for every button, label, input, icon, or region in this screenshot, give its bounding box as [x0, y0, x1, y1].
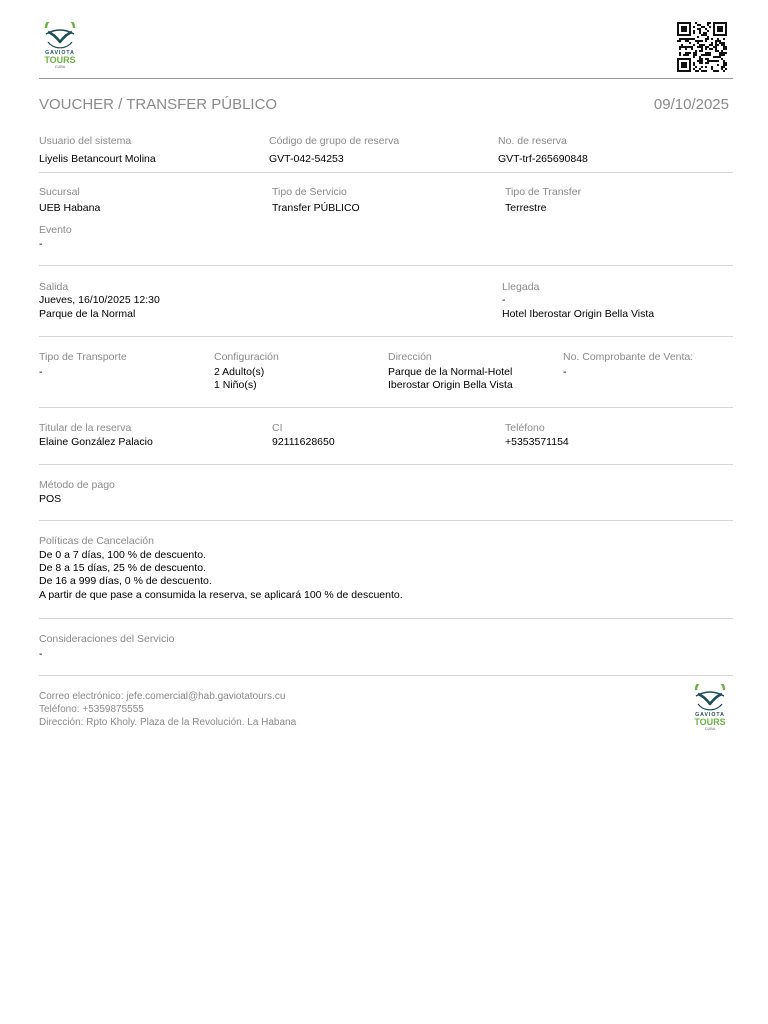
gaviota-bird-icon	[38, 22, 82, 50]
direccion-line2: Iberostar Origin Bella Vista	[388, 379, 513, 391]
codigo-grupo-label: Código de grupo de reserva	[269, 135, 400, 147]
consideraciones-label: Consideraciones del Servicio	[39, 633, 175, 645]
direccion-label: Dirección	[388, 351, 432, 363]
salida-label: Salida	[39, 281, 69, 293]
metodo-pago-label: Método de pago	[39, 479, 115, 491]
tipo-transfer-label: Tipo de Transfer	[505, 186, 582, 198]
voucher-date: 09/10/2025	[653, 96, 729, 113]
configuracion-ninos: 1 Niño(s)	[214, 379, 257, 391]
salida-place: Parque de la Normal	[39, 308, 136, 320]
metodo-pago-value: POS	[39, 493, 62, 505]
no-reserva-value: GVT-trf-265690848	[498, 153, 588, 165]
titular-label: Titular de la reserva	[39, 422, 132, 434]
comprobante-value: -	[563, 366, 567, 378]
tipo-servicio-value: Transfer PÚBLICO	[272, 202, 360, 214]
logo-text-top: GAVIOTA	[695, 712, 725, 718]
gaviota-bird-icon	[688, 684, 732, 712]
comprobante-label: No. Comprobante de Venta:	[563, 351, 694, 363]
footer-correo: Correo electrónico: jefe.comercial@hab.gaviotatours.cu	[39, 691, 286, 702]
usuario-value: Liyelis Betancourt Molina	[39, 153, 156, 165]
sucursal-value: UEB Habana	[39, 202, 101, 214]
telefono-label: Teléfono	[505, 422, 545, 434]
gaviota-logo-top	[38, 22, 82, 74]
qr-code	[677, 22, 727, 72]
llegada-datetime: -	[502, 294, 506, 306]
politica-line: De 0 a 7 días, 100 % de descuento.	[39, 549, 206, 561]
configuracion-label: Configuración	[214, 351, 279, 363]
divider-4	[39, 407, 733, 408]
configuracion-adultos: 2 Adulto(s)	[214, 366, 265, 378]
divider-1	[39, 172, 733, 173]
tipo-servicio-label: Tipo de Servicio	[272, 186, 347, 198]
logo-text-mid: TOURS	[694, 717, 726, 727]
tipo-transfer-value: Terrestre	[505, 202, 547, 214]
consideraciones-value: -	[39, 648, 43, 660]
logo-text-mid: TOURS	[44, 55, 76, 65]
qr-code-icon	[677, 22, 727, 72]
divider-3	[39, 336, 733, 337]
divider-2	[39, 265, 733, 266]
titular-value: Elaine González Palacio	[39, 436, 153, 448]
divider-5	[39, 464, 733, 465]
tipo-transporte-value: -	[39, 366, 43, 378]
page-title: VOUCHER / TRANSFER PÚBLICO	[39, 96, 278, 113]
llegada-place: Hotel Iberostar Origin Bella Vista	[502, 308, 655, 320]
evento-value: -	[39, 238, 43, 250]
divider-7	[39, 618, 733, 619]
sucursal-label: Sucursal	[39, 186, 80, 198]
politicas-label: Políticas de Cancelación	[39, 535, 154, 547]
footer-direccion: Dirección: Rpto Kholy. Plaza de la Revolución. La Habana	[39, 717, 297, 728]
politica-line: De 16 a 999 días, 0 % de descuento.	[39, 575, 212, 587]
direccion-line1: Parque de la Normal-Hotel	[388, 366, 513, 378]
telefono-value: +5353571154	[505, 436, 569, 448]
gaviota-logo-footer	[688, 684, 732, 736]
divider-8	[39, 675, 733, 676]
logo-text-top: GAVIOTA	[45, 50, 75, 56]
logo-text-bot: CUBA	[704, 727, 716, 731]
header-divider	[39, 78, 733, 79]
evento-label: Evento	[39, 224, 72, 236]
tipo-transporte-label: Tipo de Transporte	[39, 351, 127, 363]
logo-text-bot: CUBA	[54, 65, 66, 69]
no-reserva-label: No. de reserva	[498, 135, 567, 147]
divider-6	[39, 520, 733, 521]
usuario-label: Usuario del sistema	[39, 135, 132, 147]
ci-label: CI	[272, 422, 283, 434]
ci-value: 92111628650	[272, 436, 335, 448]
codigo-grupo-value: GVT-042-54253	[269, 153, 344, 165]
salida-datetime: Jueves, 16/10/2025 12:30	[39, 294, 160, 306]
politica-line: A partir de que pase a consumida la reserva, se aplicará 100 % de descuento.	[39, 589, 403, 601]
politica-line: De 8 a 15 días, 25 % de descuento.	[39, 562, 206, 574]
footer-telefono: Teléfono: +5359875555	[39, 704, 144, 715]
llegada-label: Llegada	[502, 281, 540, 293]
